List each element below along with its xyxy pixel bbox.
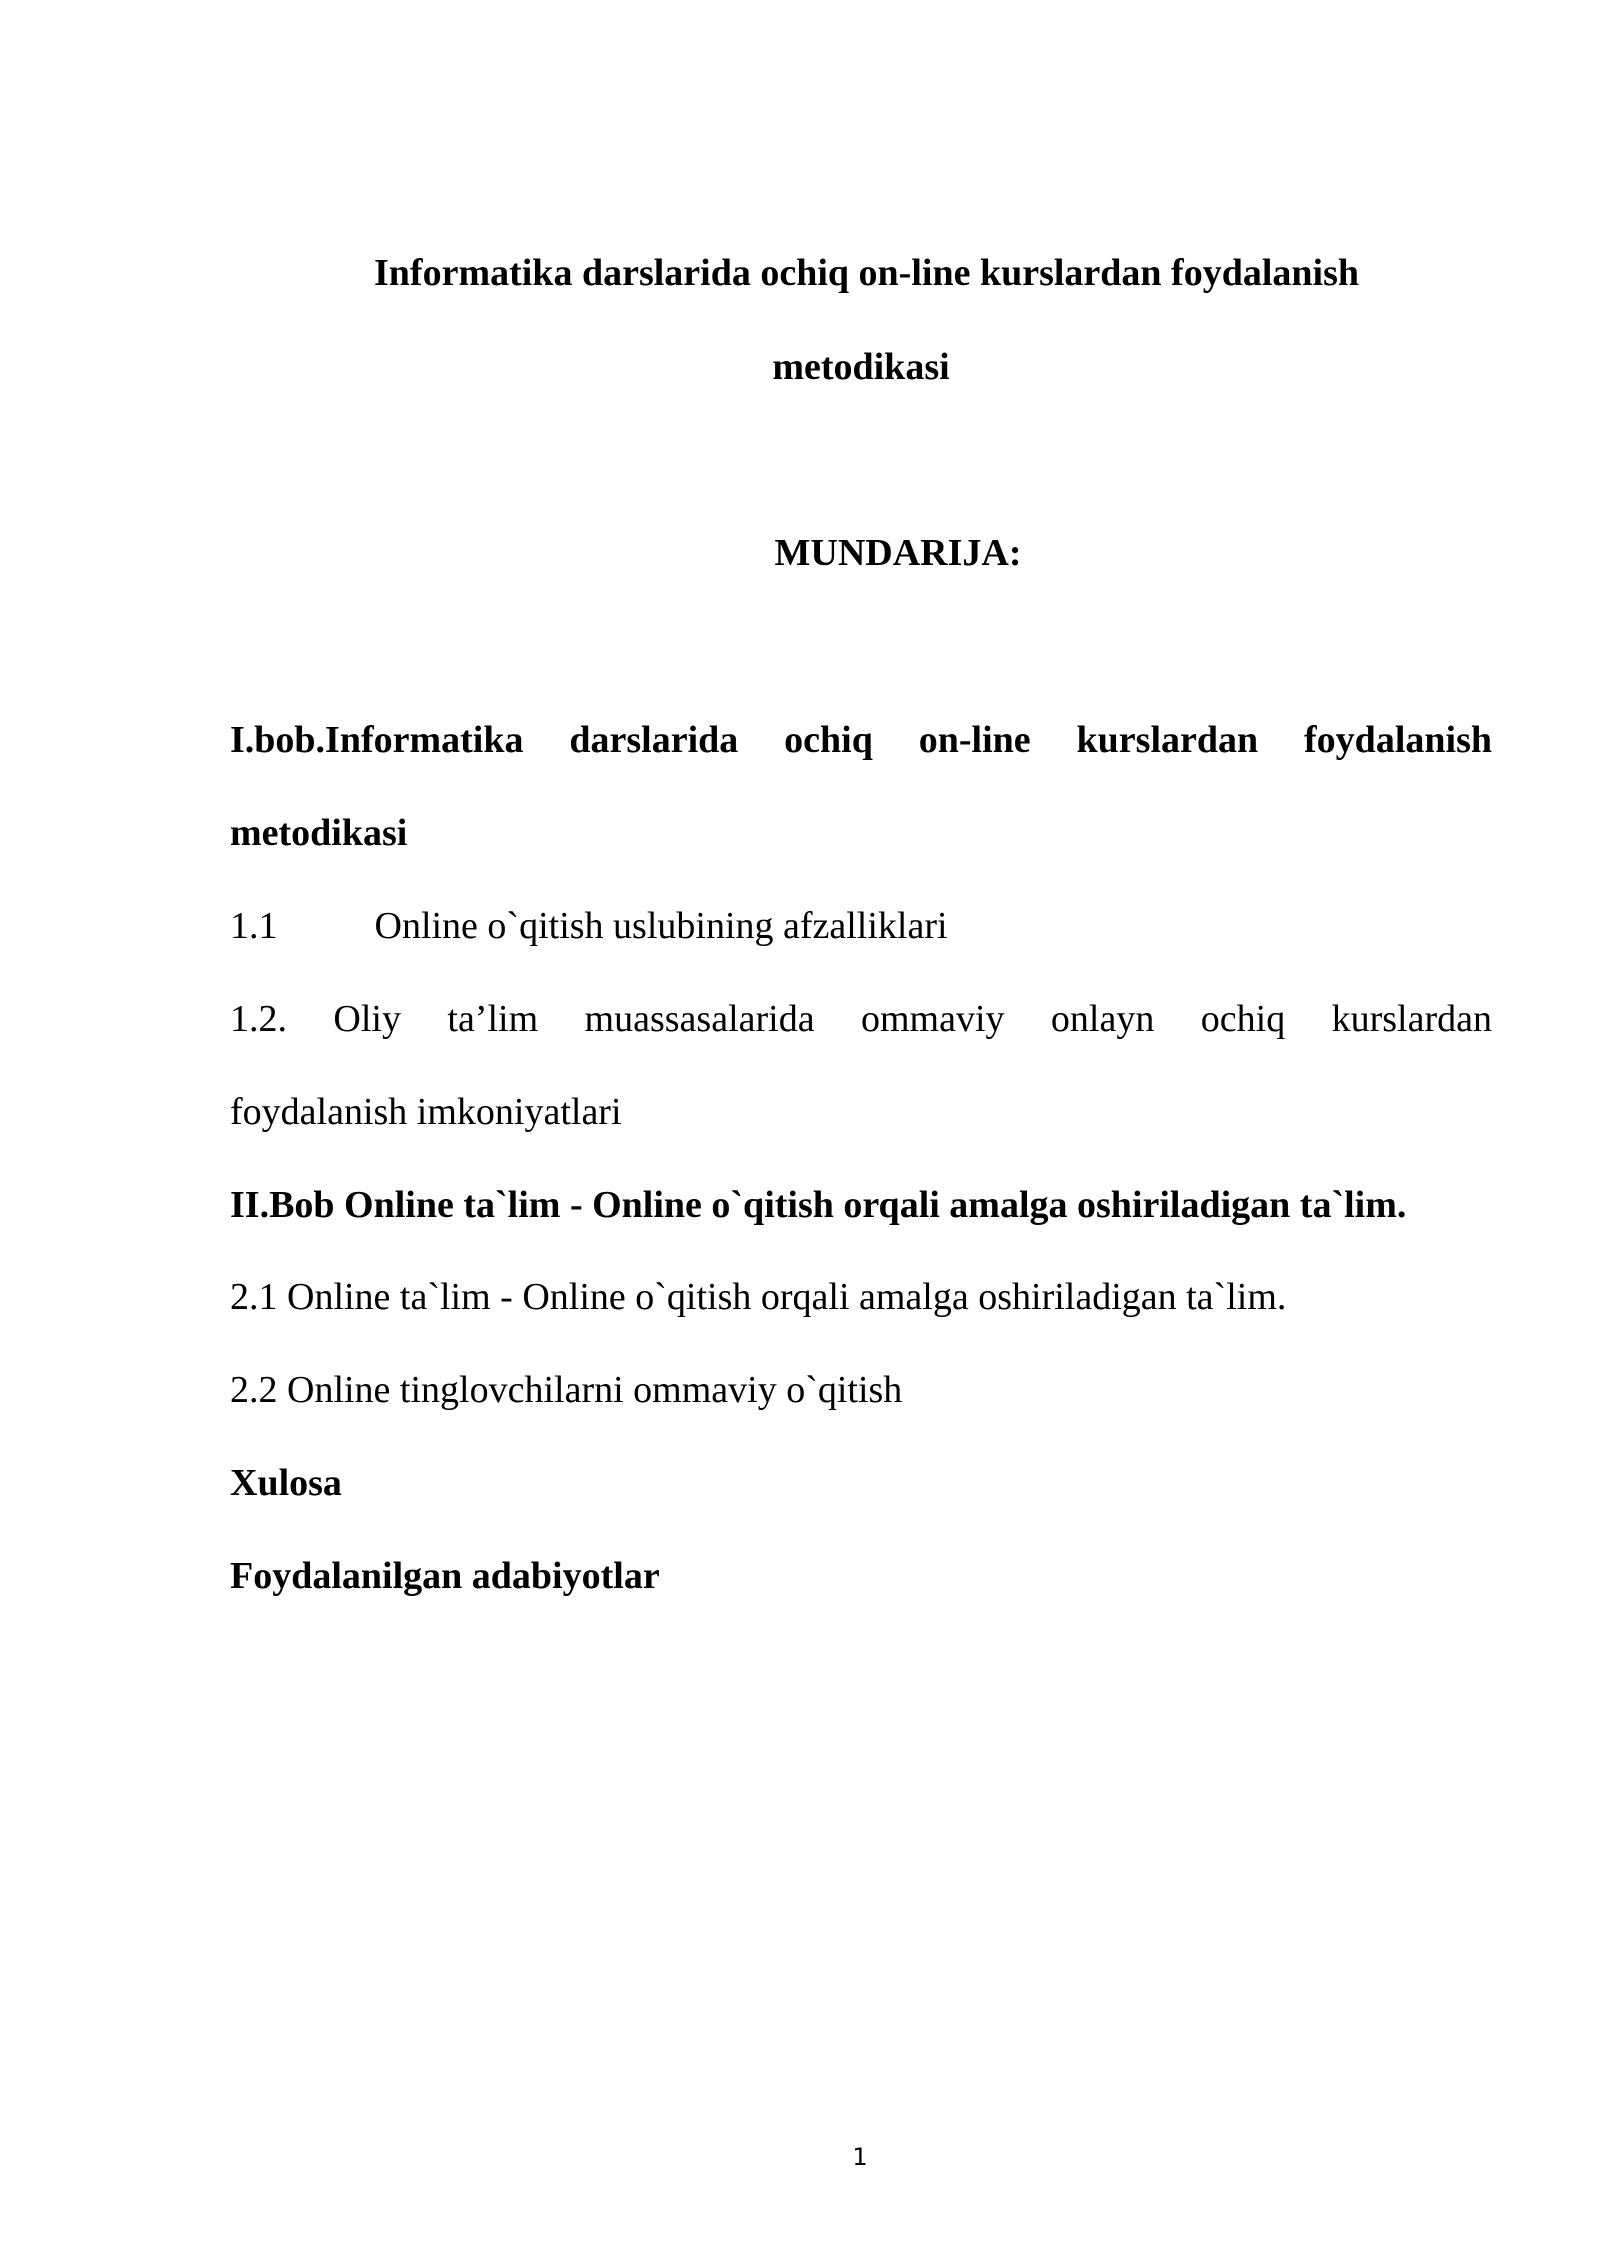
toc-section-1-2-line-2: foydalanish imkoniyatlari bbox=[230, 1091, 622, 1133]
toc-section-2-1: 2.1 Online ta`lim - Online o`qitish orqali amalga oshiriladigan ta`lim. bbox=[230, 1276, 1287, 1318]
toc-section-1-1 bbox=[230, 903, 1492, 949]
page-number: 1 bbox=[852, 2143, 868, 2171]
toc-conclusion: Xulosa bbox=[230, 1462, 342, 1504]
toc-chapter-1-line-1: I.bob.Informatika darslarida ochiq on-line kurslardan foydalanish bbox=[230, 719, 1492, 761]
toc-section-2-2: 2.2 Online tinglovchilarni ommaviy o`qitish bbox=[230, 1369, 903, 1411]
toc-section-1-2-line-1: 1.2. Oliy ta’lim muassasalarida ommaviy onlayn ochiq kurslardan bbox=[230, 998, 1492, 1040]
document-title-line-2: metodikasi bbox=[772, 346, 950, 388]
toc-references: Foydalanilgan adabiyotlar bbox=[230, 1555, 660, 1597]
document-title-line-1: Informatika darslarida ochiq on-line kurslardan foydalanish bbox=[374, 252, 1360, 294]
toc-chapter-2: II.Bob Online ta`lim - Online o`qitish orqali amalga oshiriladigan ta`lim. bbox=[230, 1184, 1407, 1226]
toc-section-1-1-number: 1.1 bbox=[230, 905, 278, 947]
toc-heading: MUNDARIJA: bbox=[774, 532, 1022, 574]
toc-chapter-1-line-2: metodikasi bbox=[230, 812, 408, 854]
toc-section-1-1-text: Online o`qitish uslubining afzalliklari bbox=[374, 905, 948, 947]
